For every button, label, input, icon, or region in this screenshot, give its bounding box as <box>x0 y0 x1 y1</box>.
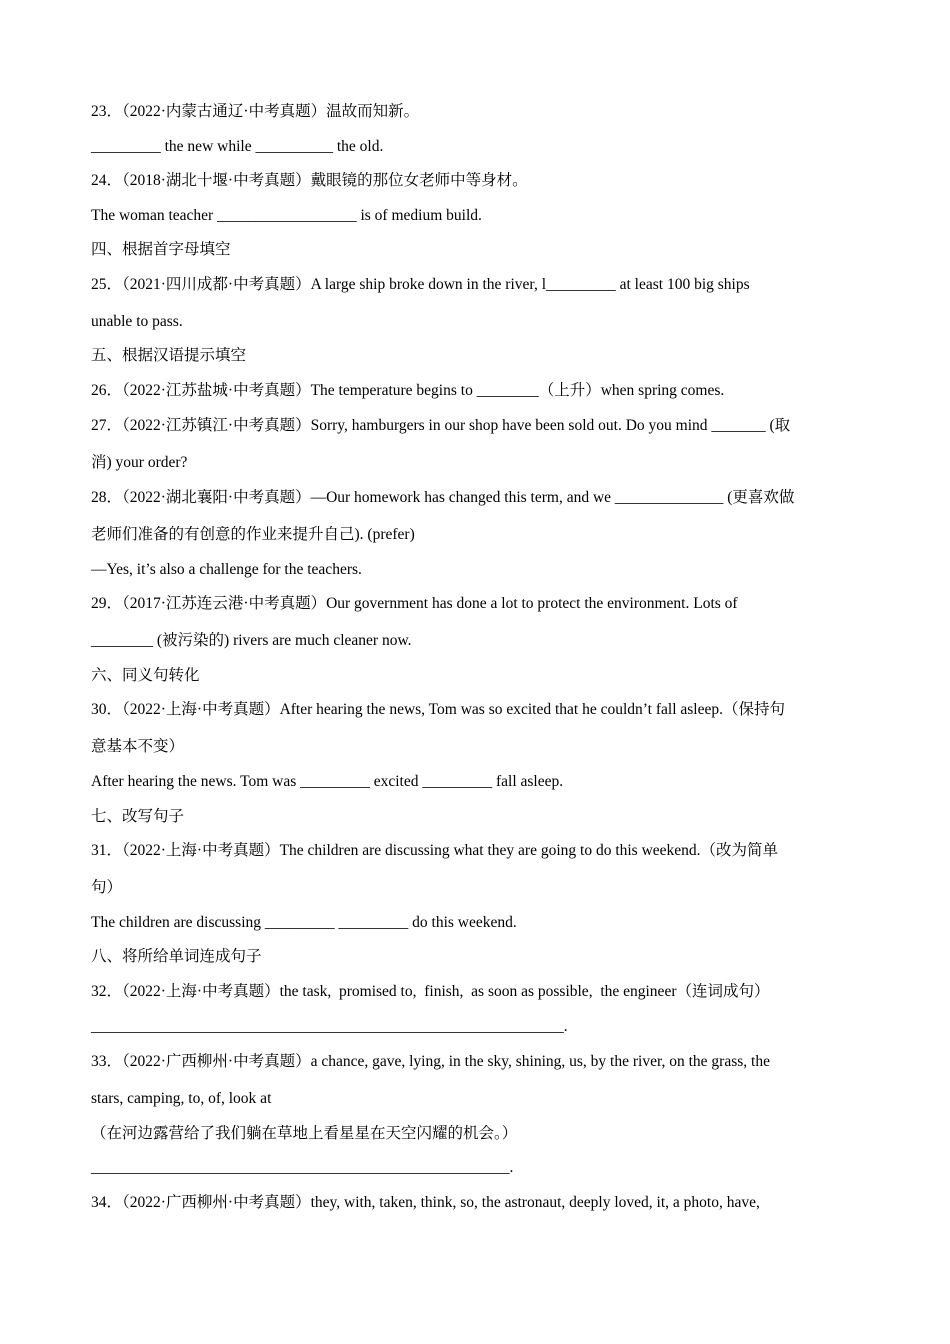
question-33-hint: （在河边露营给了我们躺在草地上看星星在天空闪耀的机会。） <box>91 1125 518 1142</box>
answer-line-24: The woman teacher __________________ is of medium build. <box>91 207 482 224</box>
question-23: 23．（2022·内蒙古通辽·中考真题）温故而知新。 <box>91 103 420 120</box>
answer-line-33: ______________________________________________________. <box>91 1159 514 1176</box>
question-31: 31．（2022·上海·中考真题）The children are discussing what they are going to do this weekend.（改为简单 <box>91 842 779 859</box>
question-32: 32．（2022·上海·中考真题）the task, promised to, finish, as soon as possible, the engineer（连词成句） <box>91 983 770 1000</box>
question-27-cont: 消) your order? <box>91 454 188 471</box>
question-33-cont: stars, camping, to, of, look at <box>91 1090 272 1107</box>
answer-line-23: _________ the new while __________ the old. <box>91 138 384 155</box>
question-30-cont: 意基本不变） <box>91 738 185 755</box>
question-24: 24．（2018·湖北十堰·中考真题）戴眼镜的那位女老师中等身材。 <box>91 172 528 189</box>
question-25-cont: unable to pass. <box>91 313 183 330</box>
question-34: 34．（2022·广西柳州·中考真题）they, with, taken, think, so, the astronaut, deeply loved, it, a photo, have, <box>91 1194 760 1211</box>
section-heading-5: 五、根据汉语提示填空 <box>91 347 247 364</box>
section-heading-6: 六、同义句转化 <box>91 667 200 684</box>
question-25: 25．（2021·四川成都·中考真题）A large ship broke down in the river, l_________ at least 100 big ships <box>91 276 750 293</box>
answer-line-31: The children are discussing _________ _________ do this weekend. <box>91 914 517 931</box>
question-33: 33．（2022·广西柳州·中考真题）a chance, gave, lying, in the sky, shining, us, by the river, on the grass, the <box>91 1053 770 1070</box>
section-heading-7: 七、改写句子 <box>91 808 185 825</box>
answer-line-30: After hearing the news. Tom was _________ excited _________ fall asleep. <box>91 773 564 790</box>
question-30: 30．（2022·上海·中考真题）After hearing the news, Tom was so excited that he couldn’t fall asleep.（保持句 <box>91 701 785 718</box>
section-heading-8: 八、将所给单词连成句子 <box>91 948 262 965</box>
question-29: 29．（2017·江苏连云港·中考真题）Our government has done a lot to protect the environment. Lots of <box>91 595 738 612</box>
question-27: 27．（2022·江苏镇江·中考真题）Sorry, hamburgers in our shop have been sold out. Do you mind _______ (取 <box>91 417 791 434</box>
question-29-cont: ________ (被污染的) rivers are much cleaner now. <box>91 632 412 649</box>
question-31-cont: 句） <box>91 879 123 896</box>
section-heading-4: 四、根据首字母填空 <box>91 241 231 258</box>
question-28: 28．（2022·湖北襄阳·中考真题）—Our homework has changed this term, and we ______________ (更喜欢做 <box>91 489 795 506</box>
question-26: 26．（2022·江苏盐城·中考真题）The temperature begins to ________（上升）when spring comes. <box>91 382 725 399</box>
answer-line-32: _____________________________________________________________. <box>91 1018 568 1035</box>
question-28-reply: —Yes, it’s also a challenge for the teachers. <box>91 561 362 578</box>
question-28-cont: 老师们准备的有创意的作业来提升自己). (prefer) <box>91 526 415 543</box>
